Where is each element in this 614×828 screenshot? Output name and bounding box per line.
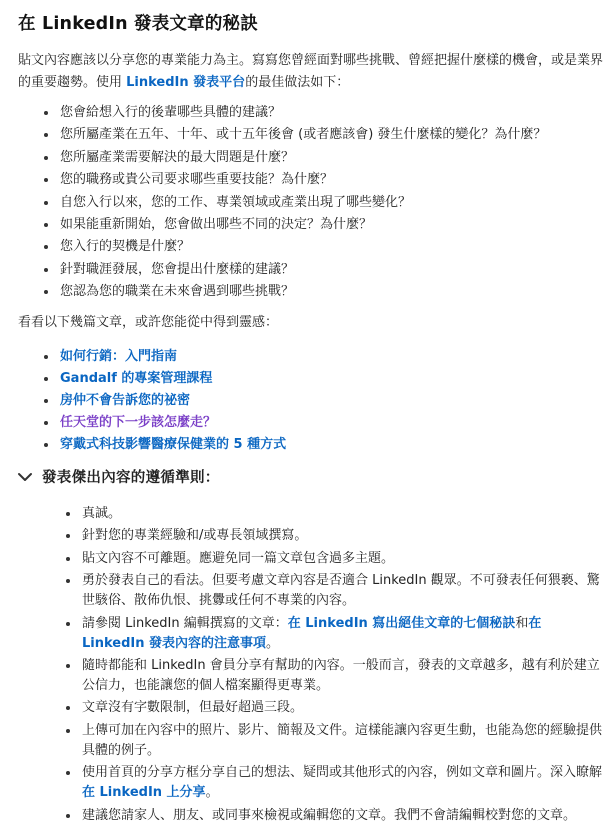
sharing-link[interactable]: 在 LinkedIn 上分享 bbox=[82, 785, 206, 801]
article-item bbox=[44, 368, 286, 390]
guideline-item: 上傳可加在內容中的照片、影片、簡報及文件。這樣能讓內容更生動，也能為您的經驗提供具體的例子。 bbox=[66, 721, 606, 761]
article-item bbox=[44, 390, 286, 412]
list-item: 針對職涯發展，您會提出什麼樣的建議？ bbox=[44, 259, 604, 281]
inspiration-text: 看看以下幾篇文章，或許您能從中得到靈感： bbox=[18, 315, 279, 330]
guideline-text: 使用首頁的分享方框分享自己的想法、疑問或其他形式的內容，例如文章和圖片。深入瞭解 bbox=[82, 765, 603, 781]
seven-tips-link[interactable]: 在 LinkedIn 寫出絕佳文章的七個秘訣 bbox=[287, 615, 516, 631]
intro-text: 貼文內容應該以分享您的專業能力為主。寫寫您曾經面對哪些挑戰、曾經把握什麼樣的機會，或是業界的重要趨勢。使用 bbox=[18, 53, 604, 90]
list-item: 您入行的契機是什麼？ bbox=[44, 236, 604, 258]
article-link-list bbox=[44, 346, 286, 456]
chevron-down-icon[interactable] bbox=[16, 470, 34, 484]
guideline-text: 。 bbox=[266, 635, 280, 651]
article-link-nintendo[interactable]: 任天堂的下一步該怎麼走？ bbox=[60, 415, 217, 430]
guideline-item bbox=[66, 763, 606, 803]
list-item: 您所屬產業需要解決的最大問題是什麼？ bbox=[44, 147, 604, 169]
article-item bbox=[44, 434, 286, 456]
guidelines-section-header[interactable] bbox=[16, 466, 220, 487]
list-item: 您所屬產業在五年、十年、或十五年後會 (或者應該會) 發生什麼樣的變化？為什麼？ bbox=[44, 124, 604, 146]
guideline-item bbox=[66, 614, 606, 654]
guideline-text: 。 bbox=[205, 785, 219, 801]
page-title: 在 LinkedIn 發表文章的秘訣 bbox=[18, 14, 258, 34]
intro-text-end: 的最佳做法如下： bbox=[245, 75, 350, 90]
intro-paragraph bbox=[18, 50, 604, 94]
guideline-item: 貼文內容不可離題。應避免同一篇文章包含過多主題。 bbox=[66, 549, 606, 569]
article-item bbox=[44, 346, 286, 368]
question-list bbox=[44, 102, 604, 304]
article-link-realtor[interactable]: 房仲不會告訴您的祕密 bbox=[60, 393, 191, 408]
list-item: 您認為您的職業在未來會遇到哪些挑戰？ bbox=[44, 281, 604, 303]
guideline-item: 針對您的專業經驗和/或專長領域撰寫。 bbox=[66, 526, 606, 546]
list-item: 您會給想入行的後輩哪些具體的建議？ bbox=[44, 102, 604, 124]
guideline-item: 隨時都能和 LinkedIn 會員分享有幫助的內容。一般而言，發表的文章越多，越有利於建立公信力，也能讓您的個人檔案顯得更專業。 bbox=[66, 656, 606, 696]
article-link-gandalf[interactable]: Gandalf 的專案管理課程 bbox=[60, 371, 213, 386]
list-item: 如果能重新開始，您會做出哪些不同的決定？為什麼？ bbox=[44, 214, 604, 236]
article-link-wearables[interactable]: 穿戴式科技影響醫療保健業的 5 種方式 bbox=[60, 437, 287, 452]
article-item bbox=[44, 412, 286, 434]
guideline-item: 真誠。 bbox=[66, 504, 606, 524]
list-item: 您的職務或貴公司要求哪些重要技能？為什麼？ bbox=[44, 169, 604, 191]
guideline-item: 文章沒有字數限制，但最好超過三段。 bbox=[66, 698, 606, 718]
section-title: 發表傑出內容的遵循準則： bbox=[42, 470, 220, 486]
guideline-text: 和 bbox=[515, 615, 529, 631]
article-link-marketing[interactable]: 如何行銷：入門指南 bbox=[60, 349, 178, 364]
guideline-item: 建議您請家人、朋友、或同事來檢視或編輯您的文章。我們不會請編輯校對您的文章。 bbox=[66, 806, 606, 826]
guideline-item: 勇於發表自己的看法。但要考慮文章內容是否適合 LinkedIn 觀眾。不可發表任何猥褻、驚世駭俗、散佈仇恨、挑釁或任何不專業的內容。 bbox=[66, 571, 606, 611]
guideline-text: 請參閱 LinkedIn 編輯撰寫的文章： bbox=[82, 615, 288, 631]
dos-and-donts-link[interactable]: 在 LinkedIn 發表內容的注意事項 bbox=[82, 615, 542, 651]
publishing-platform-link[interactable]: LinkedIn 發表平台 bbox=[126, 75, 246, 90]
guideline-list bbox=[66, 504, 606, 828]
list-item: 自您入行以來，您的工作、專業領域或產業出現了哪些變化？ bbox=[44, 192, 604, 214]
